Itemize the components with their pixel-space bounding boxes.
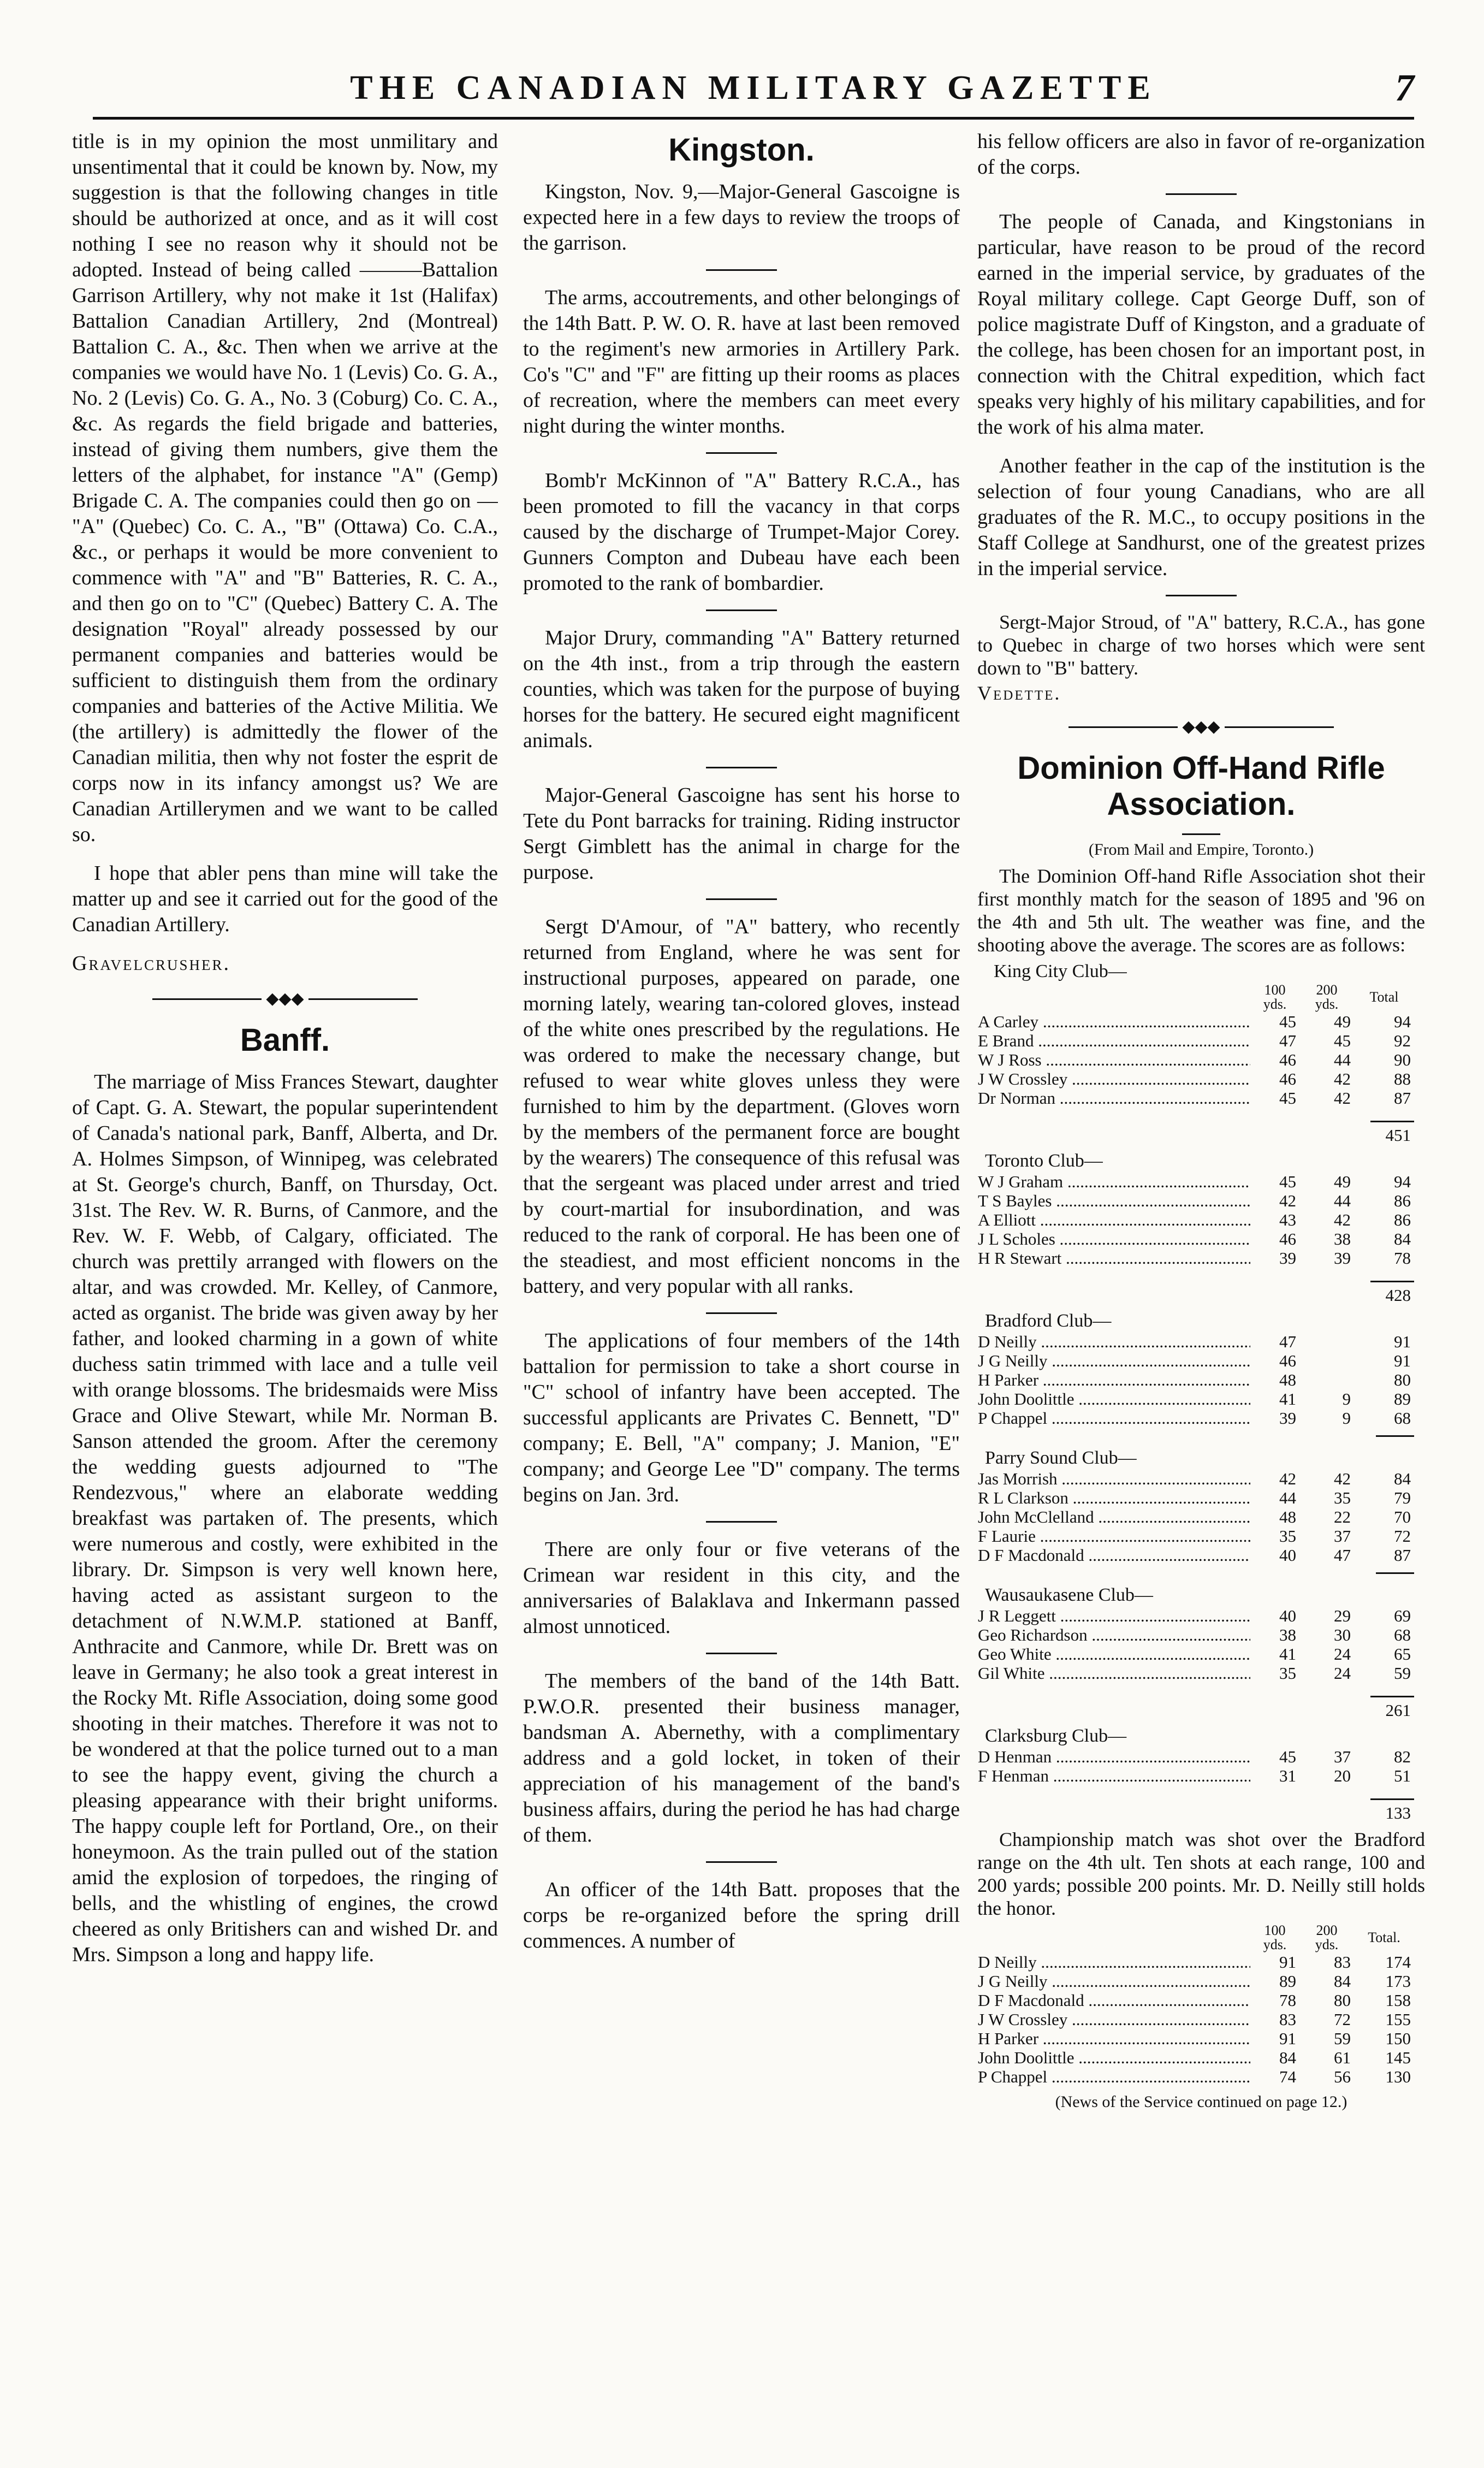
kingston-signature: Vedette. bbox=[977, 682, 1061, 704]
score-100-yds: 74 bbox=[1279, 2067, 1296, 2087]
club-scores bbox=[977, 1150, 1425, 1305]
score-100-yds: 35 bbox=[1279, 1664, 1296, 1683]
shooter-name: R L Clarkson ..... bbox=[977, 1488, 1250, 1507]
score-100-yds: 31 bbox=[1279, 1766, 1296, 1786]
score-200-yds: 39 bbox=[1334, 1248, 1351, 1268]
kingston-paragraph: his fellow officers are also in favor of re-organization of the corps. bbox=[977, 130, 1425, 179]
shooter-name: D F Macdonald ..... bbox=[977, 1991, 1250, 2010]
score-100-yds: 48 bbox=[1279, 1370, 1296, 1390]
score-200-yds: 24 bbox=[1334, 1664, 1351, 1683]
score-100-yds: 46 bbox=[1279, 1229, 1296, 1249]
shooter-name: Gil White ..... bbox=[977, 1664, 1250, 1683]
score-column-header: 200 yds. bbox=[1315, 1922, 1339, 1953]
score-100-yds: 46 bbox=[1279, 1069, 1296, 1089]
shooter-name: J L Scholes ..... bbox=[977, 1229, 1250, 1248]
score-row bbox=[977, 1747, 1414, 1766]
score-total: 78 bbox=[1394, 1248, 1411, 1268]
score-200-yds: 49 bbox=[1334, 1012, 1351, 1032]
score-100-yds: 40 bbox=[1279, 1606, 1296, 1626]
kingston-paragraph: Another feather in the cap of the institution is the selection of four young Canadians, who are all graduates of the R. M.C., to occupy positions in the Staff College at Sandhurst, one of the greatest prizes in the imperial service. bbox=[977, 454, 1425, 580]
shooter-name: F Laurie ..... bbox=[977, 1526, 1250, 1546]
score-row bbox=[977, 1248, 1414, 1268]
total-rule bbox=[977, 1430, 1414, 1440]
score-row bbox=[977, 1526, 1414, 1546]
score-row bbox=[977, 1546, 1414, 1565]
score-total: 69 bbox=[1394, 1606, 1411, 1626]
score-200-yds: 47 bbox=[1334, 1546, 1351, 1565]
score-200-yds bbox=[1299, 1351, 1354, 1370]
column-1 bbox=[72, 129, 498, 2395]
shooter-name: J W Crossley ..... bbox=[977, 1069, 1250, 1088]
score-row bbox=[977, 1488, 1414, 1507]
shooter-name: J G Neilly ..... bbox=[977, 1351, 1250, 1370]
page-number: 7 bbox=[1395, 67, 1414, 109]
score-total: 89 bbox=[1394, 1389, 1411, 1409]
score-row bbox=[977, 1351, 1414, 1370]
score-total: 82 bbox=[1394, 1747, 1411, 1767]
score-total: 91 bbox=[1394, 1351, 1411, 1371]
score-100-yds: 78 bbox=[1279, 1991, 1296, 2010]
club-name: Parry Sound Club— bbox=[985, 1448, 1137, 1469]
score-total: 51 bbox=[1394, 1766, 1411, 1786]
championship-paragraph: Championship match was shot over the Bradford range on the 4th ult. Ten shots at each range, 100 and 200 yards; possible 200 points. Mr. D. Neilly still holds the honor. bbox=[977, 1828, 1425, 1920]
kingston-paragraph: The members of the band of the 14th Batt. P.W.O.R. presented their business manager, bandsman A. Abernethy, with a complimentary address and a gold locket, in token of their appreciation of his management of the band's business affairs, during the period he has had charge of them. bbox=[523, 1670, 960, 1846]
score-table bbox=[977, 1923, 1414, 2086]
championship-table bbox=[977, 1923, 1425, 2086]
masthead-rule bbox=[93, 117, 1414, 120]
score-200-yds: 35 bbox=[1334, 1488, 1351, 1508]
score-200-yds bbox=[1299, 1370, 1354, 1389]
score-total: 68 bbox=[1394, 1408, 1411, 1428]
divider bbox=[706, 767, 777, 768]
score-total: 158 bbox=[1385, 1991, 1411, 2010]
score-100-yds: 39 bbox=[1279, 1408, 1296, 1428]
score-total: 150 bbox=[1385, 2029, 1411, 2049]
score-row bbox=[977, 1210, 1414, 1229]
shooter-name: A Carley ..... bbox=[977, 1012, 1250, 1031]
score-row bbox=[977, 1389, 1414, 1408]
score-200-yds: 30 bbox=[1334, 1625, 1351, 1645]
shooter-name: D Neilly ..... bbox=[977, 1952, 1250, 1972]
rifle-paragraph: The Dominion Off-hand Rifle Association shot their first monthly match for the season of 1895 and '96 on the 4th and 5th ult. The weather was fine, and the shooting above the average. The scores are as follows: bbox=[977, 865, 1425, 956]
shooter-name: Dr Norman ..... bbox=[977, 1088, 1250, 1108]
club-scores bbox=[977, 1447, 1425, 1577]
divider bbox=[1182, 833, 1220, 835]
divider bbox=[706, 1312, 777, 1314]
kingston-paragraph: There are only four or five veterans of the Crimean war resident in this city, and the anniversaries of Balaklava and Inkermann passed almost unnoticed. bbox=[523, 1538, 960, 1638]
score-row bbox=[977, 1606, 1414, 1625]
score-column-header: 100 yds. bbox=[1263, 1922, 1287, 1953]
score-100-yds: 46 bbox=[1279, 1351, 1296, 1371]
club-scores bbox=[977, 1310, 1425, 1440]
score-total: 173 bbox=[1385, 1972, 1411, 1991]
shooter-name: Geo White ..... bbox=[977, 1644, 1250, 1664]
score-100-yds: 39 bbox=[1279, 1248, 1296, 1268]
divider bbox=[706, 898, 777, 900]
score-row bbox=[977, 1972, 1414, 1991]
score-200-yds: 29 bbox=[1334, 1606, 1351, 1626]
divider bbox=[706, 452, 777, 454]
score-200-yds: 9 bbox=[1342, 1408, 1351, 1428]
score-row bbox=[977, 1991, 1414, 2010]
score-total: 91 bbox=[1394, 1332, 1411, 1352]
shooter-name: H R Stewart ..... bbox=[977, 1248, 1250, 1268]
club-total: 428 bbox=[977, 1268, 1414, 1305]
score-100-yds: 45 bbox=[1279, 1747, 1296, 1767]
shooter-name: A Elliott ..... bbox=[977, 1210, 1250, 1229]
score-column-header: 200 yds. bbox=[1315, 982, 1339, 1013]
divider bbox=[1166, 595, 1237, 596]
score-header-row bbox=[977, 983, 1414, 1012]
score-200-yds: 42 bbox=[1334, 1069, 1351, 1089]
shooter-name: Geo Richardson ..... bbox=[977, 1625, 1250, 1644]
kingston-paragraph: Sergt-Major Stroud, of "A" battery, R.C.A., has gone to Quebec in charge of two horses which were sent down to "B" battery. bbox=[977, 611, 1425, 679]
score-table bbox=[977, 1747, 1414, 1785]
score-row bbox=[977, 1766, 1414, 1785]
score-200-yds: 44 bbox=[1334, 1050, 1351, 1070]
score-100-yds: 41 bbox=[1279, 1389, 1296, 1409]
score-total: 65 bbox=[1394, 1644, 1411, 1664]
score-200-yds: 37 bbox=[1334, 1526, 1351, 1546]
score-table bbox=[977, 1332, 1414, 1428]
score-total: 92 bbox=[1394, 1031, 1411, 1051]
shooter-name: Jas Morrish ..... bbox=[977, 1469, 1250, 1488]
score-total: 88 bbox=[1394, 1069, 1411, 1089]
score-table bbox=[977, 1469, 1414, 1565]
score-row bbox=[977, 1408, 1414, 1428]
club-name: Toronto Club— bbox=[985, 1151, 1103, 1171]
kingston-paragraph: Kingston, Nov. 9,—Major-General Gascoigne is expected here in a few days to review the troops of the garrison. bbox=[523, 180, 960, 255]
kingston-paragraph: Major-General Gascoigne has sent his horse to Tete du Pont barracks for training. Riding instructor Sergt Gimblett has the animal in charge for the purpose. bbox=[523, 784, 960, 884]
score-row bbox=[977, 1952, 1414, 1972]
score-100-yds: 44 bbox=[1279, 1488, 1296, 1508]
score-200-yds: 84 bbox=[1334, 1972, 1351, 1991]
score-200-yds: 22 bbox=[1334, 1507, 1351, 1527]
score-total: 145 bbox=[1385, 2048, 1411, 2068]
banff-paragraph: The marriage of Miss Frances Stewart, daughter of Capt. G. A. Stewart, the popular superintendent of Canada's national park, Banff, Alberta, and Dr. A. Holmes Simpson, of Winnipeg, was celebrated at St. George's church, Banff, on Thursday, Oct. 31st. The Rev. W. R. Burns, of Canmore, and the Rev. W. F. Webb, of Calgary, officiated. The church was prettily arranged with flowers on the altar, and was crowded. Mr. Kelley, of Canmore, acted as organist. The bride was given away by her father, and looked charming in a gown of white duchess satin trimmed with lace and a tulle veil with orange blossoms. The bridesmaids were Miss Grace and Olive Stewart, while Mr. Norman B. Sanson attended the groom. After the ceremony the wedding guests adjourned to "The Rendezvous," where an elaborate wedding breakfast was partaken of. The presents, which were numerous and costly, were exhibited in the library. Dr. Simpson is very well known here, having acted as assistant surgeon to the detachment of N.W.M.P. stationed at Banff, Anthracite and Canmore, while Dr. Brett was on leave in Germany; he also took a great interest in the Rocky Mt. Rifle Association, doing some good shooting in their matches. Therefore it was not to be wondered at that the police turned out to a man to see the happy event, giving the church a pleasing appearance with their bright uniforms. The happy couple left for Portland, Ore., on their honeymoon. As the train pulled out of the station amid the explosion of torpedoes, the ringing of bells, and the whistling of engines, the crowd cheered as only Britishers can and wished Dr. and Mrs. Simpson a long and happy life. bbox=[72, 1070, 498, 1967]
score-row bbox=[977, 1370, 1414, 1389]
score-200-yds: 61 bbox=[1334, 2048, 1351, 2068]
masthead bbox=[93, 69, 1414, 118]
score-table bbox=[977, 1606, 1414, 1683]
kingston-paragraph: Sergt D'Amour, of "A" battery, who recently returned from England, where he was sent for instructional purposes, appeared on parade, one morning lately, wearing tan-colored gloves, instead of the white ones prescribed by the regulations. He was ordered to make the necessary change, but refused to wear white gloves unless they were furnished to him by the department. (Gloves worn by the members of the permanent force are bought by the wearers) The consequence of this refusal was that the sergeant was placed under arrest and tried by court-martial for insubordination, and was reduced to the rank of corporal. He has been one of the steadiest, and most efficient noncoms in the battery, and very popular with all ranks. bbox=[523, 915, 960, 1298]
score-100-yds: 35 bbox=[1279, 1526, 1296, 1546]
shooter-name: W J Ross ..... bbox=[977, 1050, 1250, 1069]
score-row bbox=[977, 2048, 1414, 2067]
score-100-yds: 91 bbox=[1279, 1952, 1296, 1972]
score-total: 94 bbox=[1394, 1012, 1411, 1032]
shooter-name: D F Macdonald ..... bbox=[977, 1546, 1250, 1565]
club-name: Clarksburg Club— bbox=[985, 1726, 1127, 1747]
score-row bbox=[977, 1332, 1414, 1351]
score-row bbox=[977, 1172, 1414, 1191]
score-total: 80 bbox=[1394, 1370, 1411, 1390]
score-total: 68 bbox=[1394, 1625, 1411, 1645]
score-200-yds: 38 bbox=[1334, 1229, 1351, 1249]
shooter-name: W J Graham ..... bbox=[977, 1172, 1250, 1191]
shooter-name: T S Bayles ..... bbox=[977, 1191, 1250, 1210]
score-200-yds: 80 bbox=[1334, 1991, 1351, 2010]
score-header-blank bbox=[977, 983, 1250, 1012]
score-table bbox=[977, 1172, 1414, 1268]
score-total: 86 bbox=[1394, 1191, 1411, 1211]
score-200-yds: 44 bbox=[1334, 1191, 1351, 1211]
divider bbox=[706, 609, 777, 611]
column-2 bbox=[523, 129, 960, 2445]
score-total: 79 bbox=[1394, 1488, 1411, 1508]
score-row bbox=[977, 1012, 1414, 1031]
score-200-yds: 59 bbox=[1334, 2029, 1351, 2049]
score-row bbox=[977, 1069, 1414, 1088]
score-100-yds: 46 bbox=[1279, 1050, 1296, 1070]
score-total: 155 bbox=[1385, 2010, 1411, 2029]
score-100-yds: 45 bbox=[1279, 1088, 1296, 1108]
score-tables bbox=[977, 961, 1425, 1822]
score-row bbox=[977, 1229, 1414, 1248]
score-200-yds: 56 bbox=[1334, 2067, 1351, 2087]
score-200-yds: 37 bbox=[1334, 1747, 1351, 1767]
shooter-name: John Doolittle ..... bbox=[977, 1389, 1250, 1408]
score-row bbox=[977, 2067, 1414, 2086]
divider bbox=[1166, 193, 1237, 195]
shooter-name: D Henman ..... bbox=[977, 1747, 1250, 1766]
score-200-yds: 72 bbox=[1334, 2010, 1351, 2029]
score-200-yds: 20 bbox=[1334, 1766, 1351, 1786]
shooter-name: P Chappel ..... bbox=[977, 1408, 1250, 1428]
letter-paragraph: I hope that abler pens than mine will take the matter up and see it carried out for the good of the Canadian Artillery. bbox=[72, 862, 498, 936]
score-total: 87 bbox=[1394, 1546, 1411, 1565]
shooter-name: D Neilly ..... bbox=[977, 1332, 1250, 1351]
score-100-yds: 83 bbox=[1279, 2010, 1296, 2029]
kingston-paragraph: Bomb'r McKinnon of "A" Battery R.C.A., has been promoted to fill the vacancy in that corps caused by the discharge of Trumpet-Major Corey. Gunners Compton and Dubeau have each been promoted to the rank of bombardier. bbox=[523, 469, 960, 595]
score-200-yds: 83 bbox=[1334, 1952, 1351, 1972]
score-200-yds: 45 bbox=[1334, 1031, 1351, 1051]
club-scores bbox=[977, 1725, 1425, 1822]
publication-title: THE CANADIAN MILITARY GAZETTE bbox=[350, 69, 1157, 106]
score-row bbox=[977, 1664, 1414, 1683]
score-100-yds: 47 bbox=[1279, 1031, 1296, 1051]
score-200-yds: 42 bbox=[1334, 1210, 1351, 1230]
kingston-paragraph: An officer of the 14th Batt. proposes that the corps be re-organized before the spring drill commences. A number of bbox=[523, 1878, 960, 1952]
score-total: 87 bbox=[1394, 1088, 1411, 1108]
score-200-yds: 49 bbox=[1334, 1172, 1351, 1192]
shooter-name: J G Neilly ..... bbox=[977, 1972, 1250, 1991]
score-200-yds: 42 bbox=[1334, 1088, 1351, 1108]
score-total: 94 bbox=[1394, 1172, 1411, 1192]
score-200-yds: 24 bbox=[1334, 1644, 1351, 1664]
shooter-name: P Chappel ..... bbox=[977, 2067, 1250, 2086]
column-3 bbox=[977, 129, 1425, 2445]
source-credit: (From Mail and Empire, Toronto.) bbox=[1088, 841, 1314, 859]
score-100-yds: 91 bbox=[1279, 2029, 1296, 2049]
shooter-name: John Doolittle ..... bbox=[977, 2048, 1250, 2067]
kingston-paragraph: Major Drury, commanding "A" Battery returned on the 4th inst., from a trip through the eastern counties, which was taken for the purpose of buying horses for the battery. He secured eight magnificent animals. bbox=[523, 626, 960, 752]
kingston-paragraph: The people of Canada, and Kingstonians in particular, have reason to be proud of the record earned in the imperial service, by graduates of the Royal military college. Capt George Duff, son of police magistrate Duff of Kingston, and a graduate of the college, has been chosen for an important post, in connection with the Chitral expedition, which fact speaks very highly of his military capabilities, and for the work of his alma mater. bbox=[977, 210, 1425, 439]
score-100-yds: 43 bbox=[1279, 1210, 1296, 1230]
kingston-paragraph: The arms, accoutrements, and other belongings of the 14th Batt. P. W. O. R. have at last been removed to the regiment's new armories in Artillery Park. Co's "C" and "F" are fitting up their rooms as places of recreation, where the members can meet every night during the winter months. bbox=[523, 286, 960, 437]
score-row bbox=[977, 2010, 1414, 2029]
banff-heading: Banff. bbox=[240, 1022, 330, 1058]
score-total: 174 bbox=[1385, 1952, 1411, 1972]
kingston-paragraph: The applications of four members of the 14th battalion for permission to take a short course in "C" school of infantry have been accepted. The successful applicants are Privates C. Bennett, "D" company; E. Bell, "A" company; J. Manion, "E" company; and George Lee "D" company. The terms begins on Jan. 3rd. bbox=[523, 1329, 960, 1506]
shooter-name: E Brand ..... bbox=[977, 1031, 1250, 1050]
shooter-name: F Henman ..... bbox=[977, 1766, 1250, 1785]
score-total: 90 bbox=[1394, 1050, 1411, 1070]
score-column-header: Total. bbox=[1368, 1930, 1400, 1946]
score-100-yds: 45 bbox=[1279, 1012, 1296, 1032]
divider bbox=[706, 1653, 777, 1654]
total-rule bbox=[977, 1567, 1414, 1577]
score-column-header: 100 yds. bbox=[1263, 982, 1287, 1013]
score-200-yds bbox=[1299, 1332, 1354, 1351]
score-row bbox=[977, 1031, 1414, 1050]
score-100-yds: 89 bbox=[1279, 1972, 1296, 1991]
divider bbox=[706, 269, 777, 271]
shooter-name: H Parker ..... bbox=[977, 1370, 1250, 1389]
score-total: 59 bbox=[1394, 1664, 1411, 1683]
score-200-yds: 42 bbox=[1334, 1469, 1351, 1489]
score-header-blank bbox=[977, 1923, 1250, 1952]
score-row bbox=[977, 1507, 1414, 1526]
club-scores bbox=[977, 961, 1425, 1145]
score-100-yds: 42 bbox=[1279, 1469, 1296, 1489]
score-100-yds: 41 bbox=[1279, 1644, 1296, 1664]
score-100-yds: 45 bbox=[1279, 1172, 1296, 1192]
rifle-association-heading: Dominion Off-Hand Rifle Association. bbox=[1017, 750, 1385, 822]
club-scores bbox=[977, 1584, 1425, 1720]
section-ornament: ◆◆◆ bbox=[977, 718, 1425, 735]
club-total: 133 bbox=[977, 1785, 1414, 1822]
score-row bbox=[977, 2029, 1414, 2048]
score-row bbox=[977, 1644, 1414, 1664]
kingston-heading: Kingston. bbox=[668, 132, 815, 168]
shooter-name: John McClelland ..... bbox=[977, 1507, 1250, 1526]
score-table bbox=[977, 983, 1414, 1108]
shooter-name: H Parker ..... bbox=[977, 2029, 1250, 2048]
score-100-yds: 48 bbox=[1279, 1507, 1296, 1527]
score-row bbox=[977, 1625, 1414, 1644]
club-name: Wausaukasene Club— bbox=[985, 1585, 1153, 1606]
club-name: King City Club— bbox=[994, 961, 1127, 982]
club-total: 261 bbox=[977, 1683, 1414, 1720]
score-total: 84 bbox=[1394, 1229, 1411, 1249]
score-100-yds: 38 bbox=[1279, 1625, 1296, 1645]
score-row bbox=[977, 1050, 1414, 1069]
score-total: 130 bbox=[1385, 2067, 1411, 2087]
continued-note: (News of the Service continued on page 12.) bbox=[1055, 2093, 1348, 2111]
letter-paragraph: title is in my opinion the most unmilitary and unsentimental that it could be known by. Now, my suggestion is that the following changes in title should be authorized at once, and as it will cost nothing I see no reason why it should not be adopted. Instead of being called ———Battalion Garrison Artillery, why not make it 1st (Halifax) Battalion Canadian Artillery, 2nd (Montreal) Battalion C. A., &c. Then when we arrive at the companies we would have No. 1 (Levis) Co. G. A., No. 2 (Levis) Co. G. A., No. 3 (Coburg) Co. C. A., &c. As regards the field brigade and batteries, instead of giving them numbers, give them the letters of the alphabet, for instance "A" (Gemp) Brigade C. A. The companies could then go on — "A" (Quebec) Co. C. A., "B" (Ottawa) Co. C.A., &c., or perhaps it would be more convenient to commence with "A" and "B" Batteries, R. C. A., and then go on to "C" (Quebec) Battery C. A. The designation "Royal" already possessed by our permanent companies and batteries would be sufficient to distinguish them from the ordinary companies and batteries of the Active Militia. We (the artillery) is admittedly the flower of the Canadian militia, then why not foster the esprit de corps now in its infancy amongst us? We are Canadian Artillerymen and we want to be called so. bbox=[72, 130, 498, 846]
score-row bbox=[977, 1191, 1414, 1210]
club-total: 451 bbox=[977, 1108, 1414, 1145]
score-100-yds: 84 bbox=[1279, 2048, 1296, 2068]
score-header-row bbox=[977, 1923, 1414, 1952]
section-ornament: ◆◆◆ bbox=[72, 990, 498, 1007]
club-name: Bradford Club— bbox=[985, 1311, 1112, 1331]
score-100-yds: 40 bbox=[1279, 1546, 1296, 1565]
score-100-yds: 47 bbox=[1279, 1332, 1296, 1352]
divider bbox=[706, 1861, 777, 1863]
score-total: 70 bbox=[1394, 1507, 1411, 1527]
score-column-header: Total bbox=[1369, 989, 1399, 1005]
divider bbox=[706, 1521, 777, 1523]
score-total: 72 bbox=[1394, 1526, 1411, 1546]
score-total: 86 bbox=[1394, 1210, 1411, 1230]
score-row bbox=[977, 1469, 1414, 1488]
score-200-yds: 9 bbox=[1342, 1389, 1351, 1409]
score-100-yds: 42 bbox=[1279, 1191, 1296, 1211]
letter-signature: Gravelcrusher. bbox=[72, 952, 230, 975]
shooter-name: J R Leggett ..... bbox=[977, 1606, 1250, 1625]
score-total: 84 bbox=[1394, 1469, 1411, 1489]
shooter-name: J W Crossley ..... bbox=[977, 2010, 1250, 2029]
score-row bbox=[977, 1088, 1414, 1108]
